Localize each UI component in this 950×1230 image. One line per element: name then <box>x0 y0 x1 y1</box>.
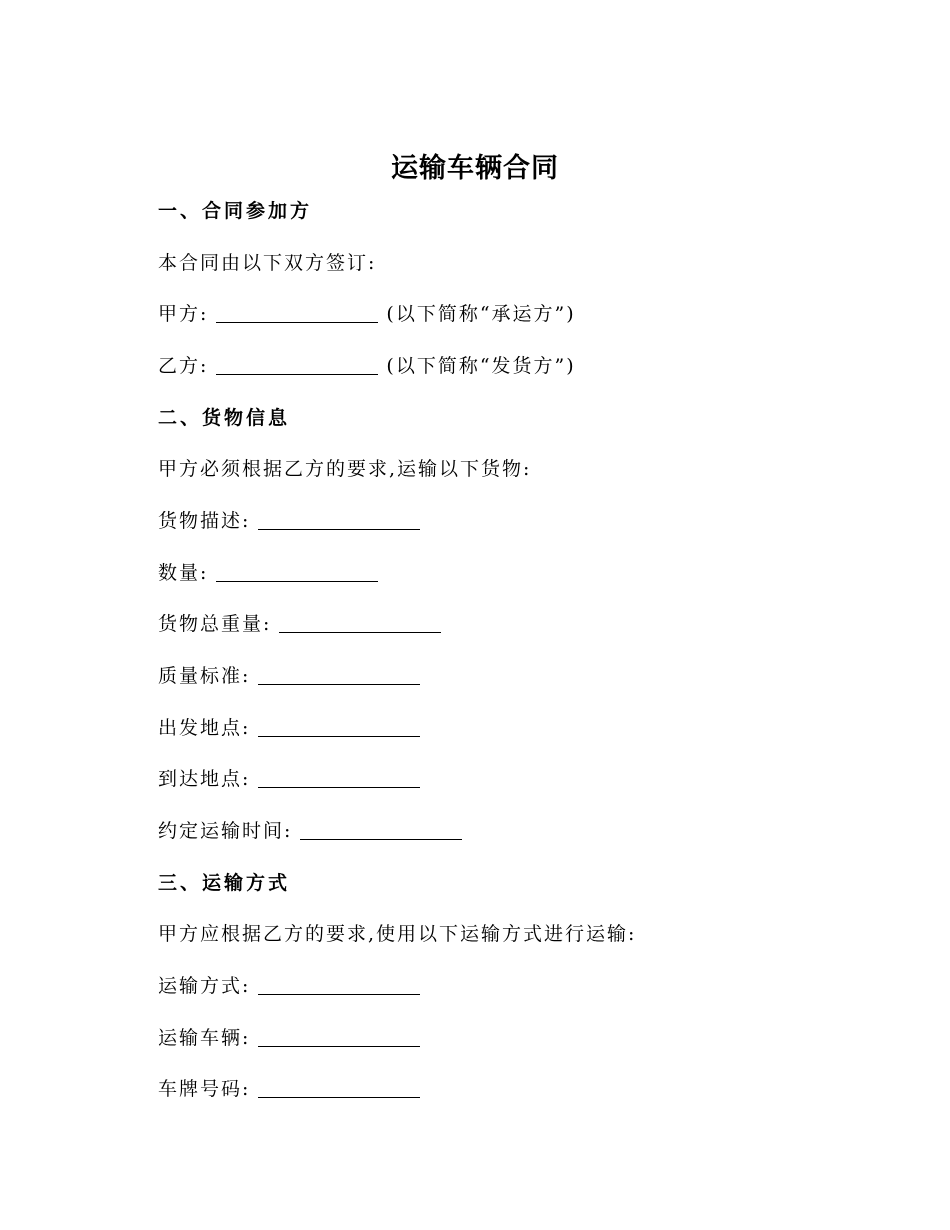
field-blank <box>258 976 420 995</box>
field-blank <box>216 563 378 582</box>
field-blank <box>300 821 462 840</box>
goods-field-row <box>158 816 462 846</box>
goods-field-row <box>158 609 441 639</box>
transport-field-row <box>158 1023 420 1053</box>
field-label: 货物总重量: <box>158 613 272 635</box>
goods-field-row <box>158 506 420 536</box>
transport-field-row <box>158 971 420 1001</box>
party-b-suffix: (以下简称“发货方”) <box>386 355 576 377</box>
section-heading-goods: 二、货物信息 <box>158 407 291 429</box>
party-b-label: 乙方: <box>158 355 209 377</box>
party-b-row <box>158 351 576 381</box>
field-label: 车牌号码: <box>158 1078 251 1100</box>
transport-intro: 甲方应根据乙方的要求,使用以下运输方式进行运输: <box>158 923 637 945</box>
field-blank <box>279 614 441 633</box>
field-label: 运输方式: <box>158 975 251 997</box>
goods-field-row <box>158 713 420 743</box>
document-title: 运输车辆合同 <box>391 153 559 184</box>
field-blank <box>258 1079 420 1098</box>
field-blank <box>258 769 420 788</box>
field-label: 约定运输时间: <box>158 820 293 842</box>
field-label: 出发地点: <box>158 717 251 739</box>
parties-intro: 本合同由以下双方签订: <box>158 252 377 274</box>
party-a-label: 甲方: <box>158 303 209 325</box>
field-blank <box>258 1028 420 1047</box>
field-label: 到达地点: <box>158 768 251 790</box>
field-blank <box>258 666 420 685</box>
party-a-blank <box>216 304 378 323</box>
section-heading-transport: 三、运输方式 <box>158 872 291 894</box>
goods-intro: 甲方必须根据乙方的要求,运输以下货物: <box>158 458 532 480</box>
goods-field-row <box>158 764 420 794</box>
field-label: 数量: <box>158 562 209 584</box>
party-b-blank <box>216 356 378 375</box>
party-a-row <box>158 299 576 329</box>
field-label: 货物描述: <box>158 510 251 532</box>
field-label: 质量标准: <box>158 665 251 687</box>
party-a-suffix: (以下简称“承运方”) <box>386 303 576 325</box>
transport-field-row <box>158 1074 420 1104</box>
field-blank <box>258 718 420 737</box>
field-label: 运输车辆: <box>158 1027 251 1049</box>
goods-field-row <box>158 661 420 691</box>
field-blank <box>258 511 420 530</box>
goods-field-row <box>158 558 378 588</box>
section-heading-parties: 一、合同参加方 <box>158 200 313 222</box>
